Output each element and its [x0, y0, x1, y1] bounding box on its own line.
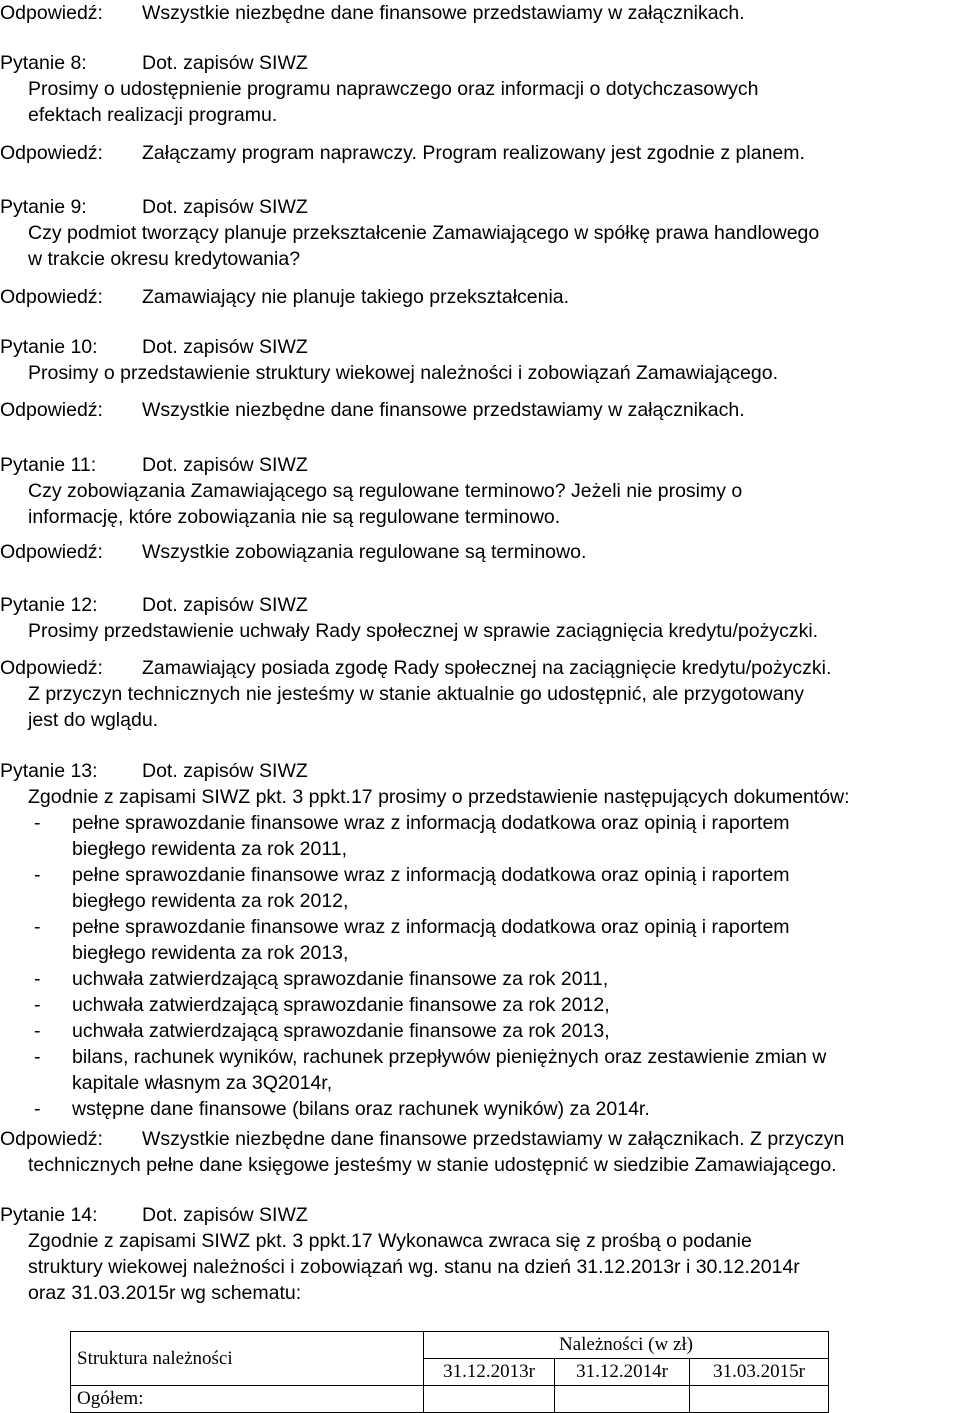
answer-label: Odpowiedź: [0, 1128, 103, 1150]
list-item [0, 810, 960, 836]
list-item-text: wstępne dane finansowe (bilans oraz rachunek wyników) za 2014r. [72, 1098, 650, 1120]
question-12 [0, 592, 960, 644]
answer-10 [0, 397, 960, 423]
bullet-dash: - [34, 968, 41, 990]
answer-text: Wszystkie niezbędne dane finansowe przedstawiamy w załącznikach. Z przyczyn [142, 1128, 845, 1150]
question-text-line: Czy zobowiązania Zamawiającego są regulowane terminowo? Jeżeli nie prosimy o [28, 480, 743, 502]
list-item-text: pełne sprawozdanie finansowe wraz z informacją dodatkowa oraz opinią i raportem [72, 812, 790, 834]
list-item-text: pełne sprawozdanie finansowe wraz z informacją dodatkowa oraz opinią i raportem [72, 864, 790, 886]
answer-text-line: jest do wglądu. [28, 709, 159, 731]
question-ref: Dot. zapisów SIWZ [142, 454, 308, 476]
question-8 [0, 50, 960, 128]
answer-label: Odpowiedź: [0, 286, 103, 308]
list-item-text: bilans, rachunek wyników, rachunek przepływów pieniężnych oraz zestawienie zmian w [72, 1046, 827, 1068]
answer-label: Odpowiedź: [0, 142, 103, 164]
question-9 [0, 194, 960, 272]
answer-text-line: technicznych pełne dane księgowe jesteśmy w stanie udostępnić w siedzibie Zamawiającego. [28, 1154, 837, 1176]
table-column-header: 31.12.2014r [555, 1359, 690, 1386]
list-item [0, 862, 960, 888]
question-label: Pytanie 9: [0, 196, 87, 218]
answer-text: Zamawiający posiada zgodę Rady społecznej na zaciągnięcie kredytu/pożyczki. [142, 657, 832, 679]
answer-text: Załączamy program naprawczy. Program realizowany jest zgodnie z planem. [142, 142, 805, 164]
list-item [0, 1044, 960, 1070]
question-text-line: Zgodnie z zapisami SIWZ pkt. 3 ppkt.17 Wykonawca zwraca się z prośbą o podanie [28, 1230, 752, 1252]
receivables-structure-table [70, 1331, 829, 1413]
list-item [0, 1096, 960, 1122]
answer-text: Wszystkie zobowiązania regulowane są terminowo. [142, 541, 587, 563]
table-total-label: Ogółem: [71, 1386, 424, 1413]
list-item-text: uchwała zatwierdzającą sprawozdanie finansowe za rok 2013, [72, 1020, 610, 1042]
answer-label: Odpowiedź: [0, 657, 103, 679]
answer-text: Wszystkie niezbędne dane finansowe przedstawiamy w załącznikach. [142, 2, 745, 24]
question-text-line: struktury wiekowej należności i zobowiązań wg. stanu na dzień 31.12.2013r i 30.12.2014r [28, 1256, 800, 1278]
answer-13 [0, 1126, 960, 1178]
list-item [0, 914, 960, 940]
list-item-text: uchwała zatwierdzającą sprawozdanie finansowe za rok 2012, [72, 994, 610, 1016]
question-label: Pytanie 14: [0, 1204, 98, 1226]
question-11 [0, 452, 960, 530]
question-label: Pytanie 10: [0, 336, 98, 358]
question-text-line: informację, które zobowiązania nie są regulowane terminowo. [28, 506, 561, 528]
question-ref: Dot. zapisów SIWZ [142, 594, 308, 616]
list-item-continuation: kapitale własnym za 3Q2014r, [72, 1072, 333, 1094]
list-item [0, 1018, 960, 1044]
table-column-header: 31.12.2013r [424, 1359, 555, 1386]
list-item-continuation: biegłego rewidenta za rok 2012, [72, 890, 349, 912]
question-13 [0, 758, 960, 1122]
question-text-line: Czy podmiot tworzący planuje przekształcenie Zamawiającego w spółkę prawa handlowego [28, 222, 820, 244]
question-intro: Zgodnie z zapisami SIWZ pkt. 3 ppkt.17 prosimy o przedstawienie następujących dokumentów: [28, 786, 850, 808]
question-14 [0, 1202, 960, 1306]
bullet-dash: - [34, 864, 41, 886]
answer-8 [0, 140, 960, 166]
list-item-text: uchwała zatwierdzającą sprawozdanie finansowe za rok 2011, [72, 968, 609, 990]
answer-label: Odpowiedź: [0, 2, 103, 24]
answer-label: Odpowiedź: [0, 399, 103, 421]
bullet-dash: - [34, 1098, 41, 1120]
question-ref: Dot. zapisów SIWZ [142, 760, 308, 782]
list-item-text: pełne sprawozdanie finansowe wraz z informacją dodatkowa oraz opinią i raportem [72, 916, 790, 938]
answer-label: Odpowiedź: [0, 541, 103, 563]
list-item-continuation: biegłego rewidenta za rok 2013, [72, 942, 349, 964]
answer-7 [0, 0, 960, 26]
question-text-line: Prosimy o przedstawienie struktury wiekowej należności i zobowiązań Zamawiającego. [28, 362, 778, 384]
answer-11 [0, 539, 960, 565]
question-text-line: Prosimy przedstawienie uchwały Rady społecznej w sprawie zaciągnięcia kredytu/pożyczki. [28, 620, 819, 642]
question-ref: Dot. zapisów SIWZ [142, 52, 308, 74]
list-item-continuation: biegłego rewidenta za rok 2011, [72, 838, 347, 860]
table-cell [690, 1386, 829, 1413]
table-row-header: Struktura należności [71, 1332, 424, 1386]
answer-12 [0, 655, 960, 733]
table-column-header: 31.03.2015r [690, 1359, 829, 1386]
question-ref: Dot. zapisów SIWZ [142, 1204, 308, 1226]
question-label: Pytanie 11: [0, 454, 97, 476]
question-text-line: Prosimy o udostępnienie programu naprawczego oraz informacji o dotychczasowych [28, 78, 759, 100]
question-ref: Dot. zapisów SIWZ [142, 196, 308, 218]
question-text-line: oraz 31.03.2015r wg schematu: [28, 1282, 302, 1304]
bullet-dash: - [34, 812, 41, 834]
answer-text: Zamawiający nie planuje takiego przekształcenia. [142, 286, 570, 308]
question-text-line: w trakcie okresu kredytowania? [28, 248, 301, 270]
bullet-dash: - [34, 1046, 41, 1068]
bullet-dash: - [34, 916, 41, 938]
answer-text: Wszystkie niezbędne dane finansowe przedstawiamy w załącznikach. [142, 399, 745, 421]
table-cell [424, 1386, 555, 1413]
question-text-line: efektach realizacji programu. [28, 104, 278, 126]
answer-text-line: Z przyczyn technicznych nie jesteśmy w stanie aktualnie go udostępnić, ale przygotowany [28, 683, 805, 705]
table-group-header: Należności (w zł) [424, 1332, 829, 1359]
list-item [0, 992, 960, 1018]
question-label: Pytanie 12: [0, 594, 98, 616]
answer-9 [0, 284, 960, 310]
table-cell [555, 1386, 690, 1413]
question-ref: Dot. zapisów SIWZ [142, 336, 308, 358]
bullet-dash: - [34, 994, 41, 1016]
question-10 [0, 334, 960, 386]
bullet-dash: - [34, 1020, 41, 1042]
list-item [0, 966, 960, 992]
question-label: Pytanie 13: [0, 760, 98, 782]
question-label: Pytanie 8: [0, 52, 87, 74]
